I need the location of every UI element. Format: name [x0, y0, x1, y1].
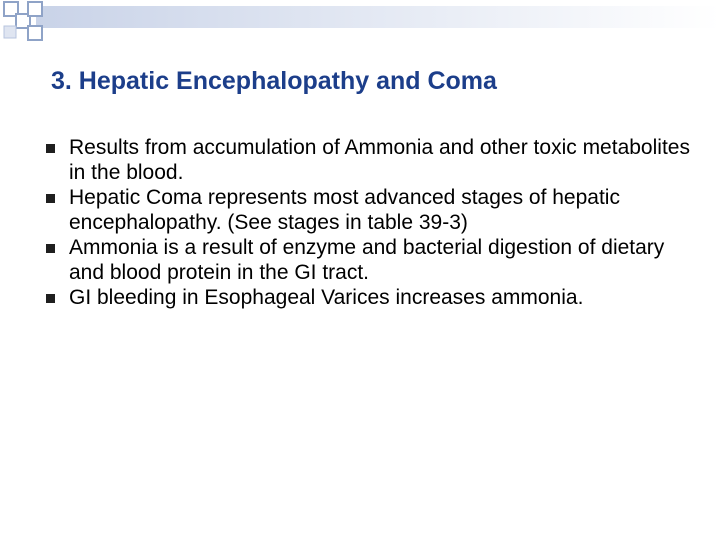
square-bullet-icon — [46, 294, 55, 303]
bullet-item — [69, 135, 699, 185]
bullet-list — [69, 135, 699, 310]
bullet-text: GI bleeding in Esophageal Varices increases ammonia. — [69, 286, 584, 309]
header-decoration — [0, 0, 720, 48]
slide-title: 3. Hepatic Encephalopathy and Coma — [51, 67, 497, 95]
header-gradient-bar — [36, 6, 720, 28]
square-bullet-icon — [46, 194, 55, 203]
deco-square — [4, 26, 16, 38]
square-bullet-icon — [46, 144, 55, 153]
deco-square — [28, 26, 42, 40]
deco-square — [28, 2, 42, 16]
square-bullet-icon — [46, 244, 55, 253]
bullet-item — [69, 185, 699, 235]
bullet-text: Hepatic Coma represents most advanced stages of hepatic encephalopathy. (See stages in table 39-3) — [69, 186, 620, 234]
bullet-text: Results from accumulation of Ammonia and other toxic metabolites in the blood. — [69, 136, 690, 184]
bullet-item — [69, 285, 699, 310]
bullet-text: Ammonia is a result of enzyme and bacterial digestion of dietary and blood protein in the GI tract. — [69, 236, 665, 284]
bullet-item — [69, 235, 699, 285]
